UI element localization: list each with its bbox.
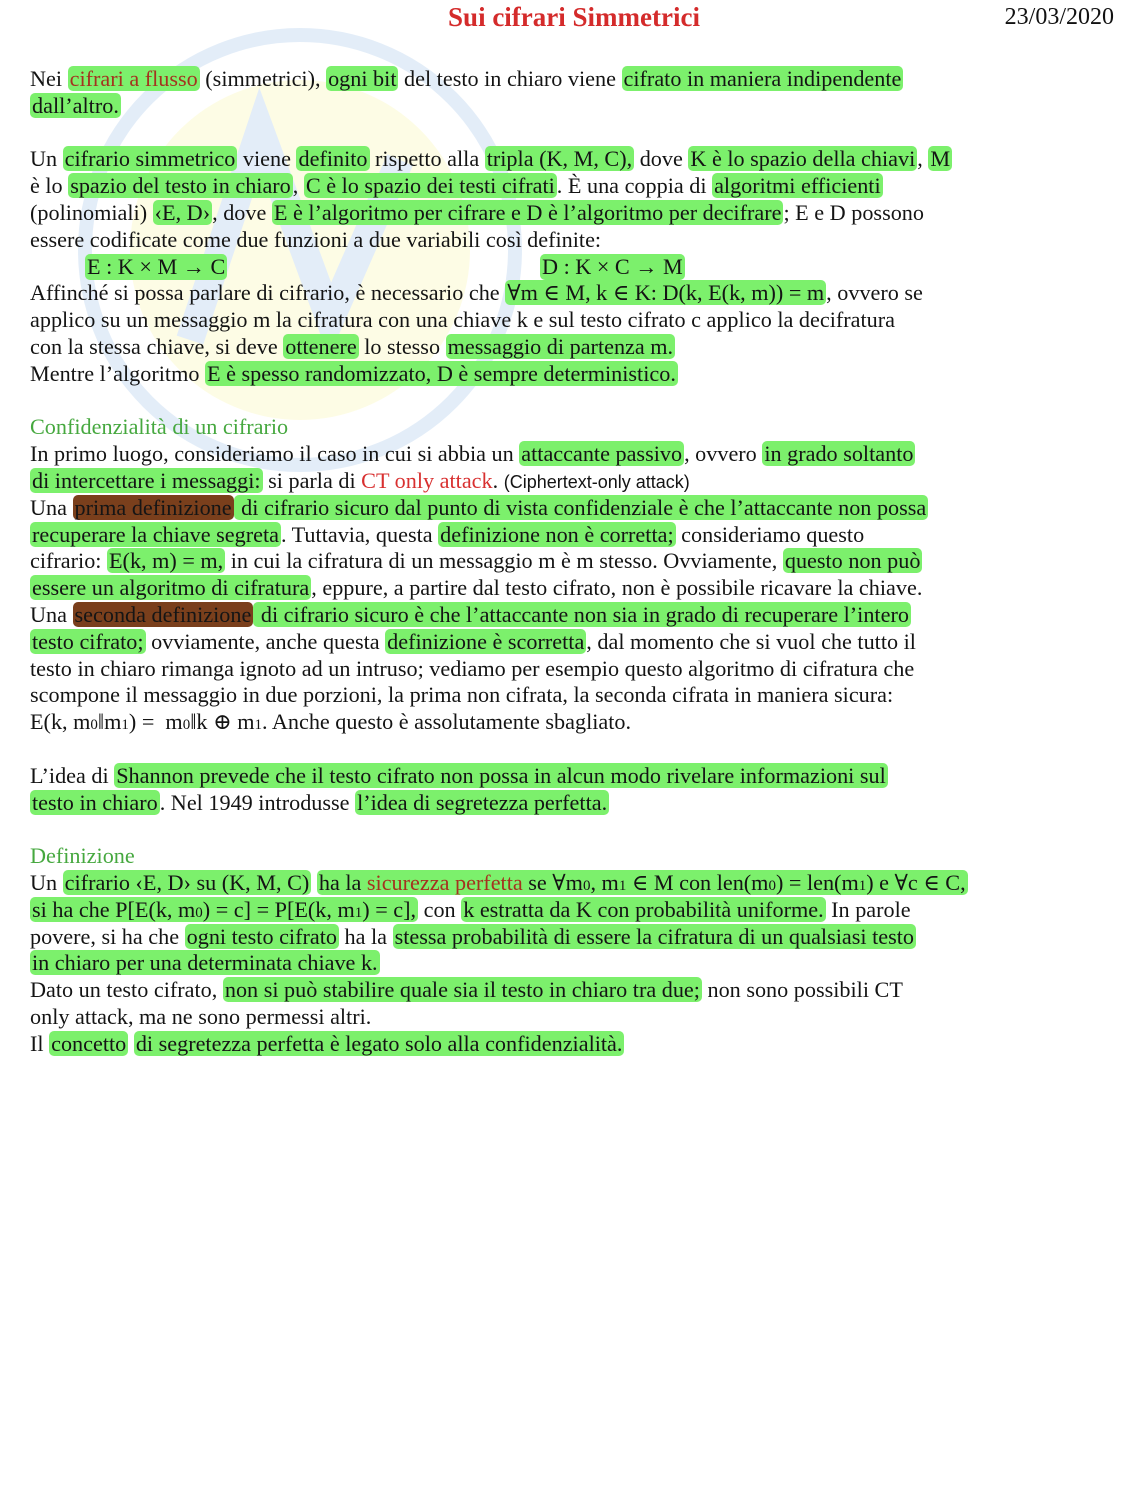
text-line: con la stessa chiave, si deve ottenere lo stesso messaggio di partenza m.	[30, 333, 674, 359]
text-line: applico su un messaggio m la cifratura con una chiave k e sul testo cifrato c applico la decifratura	[30, 307, 895, 333]
highlight: dall’altro.	[32, 92, 119, 118]
highlight: K è lo spazio della chiavi	[690, 146, 916, 172]
highlight: in chiaro per una determinata chiave k.	[32, 950, 378, 976]
document-body	[30, 66, 1116, 1057]
text-line: Affinché si possa parlare di cifrario, è necessario che ∀m ∈ M, k ∈ K: D(k, E(k, m)) = m, ovvero se	[30, 280, 923, 306]
highlight-dark: seconda definizione	[74, 601, 252, 627]
section-heading: Definizione	[30, 843, 135, 869]
highlight: in grado soltanto	[764, 441, 914, 467]
text-line: Nei cifrari a flusso (simmetrici), ogni bit del testo in chiaro viene cifrato in maniera indipendente	[30, 66, 902, 91]
highlight: ogni testo cifrato	[186, 923, 337, 949]
text-line: Mentre l’algoritmo E è spesso randomizzato, D è sempre deterministico.	[30, 360, 676, 386]
text-line: testo in chiaro rimanga ignoto ad un intruso; vediamo per esempio questo algoritmo di cifratura che	[30, 655, 915, 681]
highlight: k estratta da K con probabilità uniforme.	[463, 896, 824, 922]
highlight: cifrari a flusso	[69, 66, 198, 91]
paragraph-symmetric-cipher	[30, 146, 1116, 387]
text-line: Dato un testo cifrato, non si può stabilire quale sia il testo in chiaro tra due; non sono possibili CT	[30, 977, 903, 1003]
text-line	[30, 93, 1116, 120]
text-line: cifrario: E(k, m) = m, in cui la cifratura di un messaggio m è m stesso. Ovviamente, questo non può	[30, 548, 921, 574]
highlight: ottenere	[285, 333, 357, 359]
highlight: cifrario ‹E, D› su (K, M, C)	[64, 869, 310, 895]
highlight: stessa probabilità di essere la cifratura di un qualsiasi testo	[394, 923, 914, 949]
text-line: testo cifrato; ovviamente, anche questa definizione è scorretta, dal momento che si vuol che tutto il	[32, 628, 916, 654]
section-heading: Confidenzialità di un cifrario	[30, 414, 289, 440]
highlight: tripla (K, M, C),	[486, 146, 633, 172]
highlight: messaggio di partenza m.	[447, 333, 674, 359]
text-line: essere codificate come due funzioni a due variabili così definite:	[30, 226, 602, 252]
highlight: di cifrario sicuro dal punto di vista confidenziale è che l’attaccante non possa	[235, 494, 927, 520]
highlight: questo non può	[784, 548, 921, 574]
text-line: povere, si ha che ogni testo cifrato ha la stessa probabilità di essere la cifratura di un qualsiasi testo	[30, 923, 914, 949]
highlight: E è spesso randomizzato, D è sempre deterministico.	[207, 360, 676, 386]
section-confidentiality	[30, 414, 1116, 736]
text-line: di intercettare i messaggi: si parla di CT only attack. (Ciphertext-only attack)	[32, 467, 690, 493]
highlight: testo in chiaro	[32, 789, 158, 815]
highlight: ogni bit	[328, 66, 397, 91]
text-line: testo in chiaro. Nel 1949 introdusse l’idea di segretezza perfetta.	[32, 789, 608, 815]
paragraph-stream-ciphers	[30, 66, 1116, 120]
text-line: è lo spazio del testo in chiaro, C è lo spazio dei testi cifrati. È una coppia di algoritmi efficienti	[30, 173, 881, 199]
highlight: definizione è scorretta	[387, 628, 585, 654]
highlight: M	[930, 146, 951, 172]
highlight: definizione non è corretta;	[440, 521, 674, 547]
highlight: di segretezza perfetta è legato solo alla confidenzialità.	[135, 1030, 623, 1056]
highlight: E è l’algoritmo per cifrare e D è l’algoritmo per decifrare	[273, 199, 782, 225]
highlight: recuperare la chiave segreta	[32, 521, 279, 547]
text-line: Una seconda definizione di cifrario sicuro è che l’attaccante non sia in grado di recuperare l’intero	[30, 601, 909, 627]
page-date: 23/03/2020	[1004, 4, 1114, 30]
highlight: ‹E, D›	[154, 199, 211, 225]
highlight: algoritmi efficienti	[714, 173, 881, 199]
text-line: Il concetto di segretezza perfetta è legato solo alla confidenzialità.	[30, 1030, 623, 1056]
text-line: recuperare la chiave segreta. Tuttavia, questa definizione non è corretta; consideriamo questo	[32, 521, 865, 547]
highlight: C è lo spazio dei testi cifrati	[305, 173, 555, 199]
text-line: L’idea di Shannon prevede che il testo cifrato non possa in alcun modo rivelare informazioni sul	[30, 762, 886, 788]
highlight: cifrato in maniera indipendente	[623, 66, 902, 91]
text-line: essere un algoritmo di cifratura, eppure, a partire dal testo cifrato, non è possibile ricavare la chiave.	[32, 575, 923, 601]
formula-row	[30, 254, 1116, 281]
highlight-dark: prima definizione	[74, 494, 232, 520]
text-line	[30, 950, 1116, 977]
highlight: si ha che P[E(k, m0) = c] = P[E(k, m1) = c],	[32, 896, 417, 922]
text-line: Una prima definizione di cifrario sicuro dal punto di vista confidenziale è che l’attaccante non possa	[30, 494, 927, 520]
paragraph-shannon	[30, 763, 1116, 817]
text-line: E(k, m0‖m1) = m0‖k ⊕ m1. Anche questo è assolutamente sbagliato.	[30, 709, 632, 735]
highlight: concetto	[51, 1030, 127, 1056]
highlight: l’idea di segretezza perfetta.	[357, 789, 608, 815]
highlight: cifrario simmetrico	[64, 146, 236, 172]
highlight: spazio del testo in chiaro	[70, 173, 291, 199]
highlight: testo cifrato;	[32, 628, 144, 654]
highlight: ha la sicurezza perfetta se ∀m0, m1 ∈ M con len(m0) = len(m1) e ∀c ∈ C,	[318, 869, 966, 895]
highlight: essere un algoritmo di cifratura	[32, 575, 310, 601]
highlight: di intercettare i messaggi:	[32, 467, 261, 493]
text-line: In primo luogo, consideriamo il caso in cui si abbia un attaccante passivo, ovvero in grado soltanto	[30, 441, 914, 467]
highlight: di cifrario sicuro è che l’attaccante non sia in grado di recuperare l’intero	[255, 601, 909, 627]
formula-encrypt: E : K × M → C	[87, 253, 226, 279]
highlight: ∀m ∈ M, k ∈ K: D(k, E(k, m)) = m	[507, 280, 825, 306]
section-definition	[30, 843, 1116, 1057]
text-line: only attack, ma ne sono permessi altri.	[30, 1003, 372, 1029]
text-line: Un cifrario ‹E, D› su (K, M, C) ha la sicurezza perfetta se ∀m0, m1 ∈ M con len(m0) = len(m1) e ∀c ∈ C,	[30, 869, 966, 895]
text-line: scompone il messaggio in due porzioni, la prima non cifrata, la seconda cifrata in maniera sicura:	[30, 682, 894, 708]
highlight: definito	[298, 146, 368, 172]
highlight: attaccante passivo	[521, 441, 683, 467]
text-line: (polinomiali) ‹E, D›, dove E è l’algoritmo per cifrare e D è l’algoritmo per decifrare; E e D possono	[30, 199, 924, 225]
text-line: si ha che P[E(k, m0) = c] = P[E(k, m1) = c], con k estratta da K con probabilità uniforme. In parole	[32, 896, 911, 922]
text-line: Un cifrario simmetrico viene definito rispetto alla tripla (K, M, C), dove K è lo spazio della chiavi, M	[30, 146, 951, 172]
highlight: E(k, m) = m,	[109, 548, 224, 574]
highlight: non si può stabilire quale sia il testo in chiaro tra due;	[224, 977, 700, 1003]
formula-decrypt: D : K × C → M	[542, 253, 683, 279]
page-title: Sui cifrari Simmetrici	[448, 2, 700, 32]
highlight: Shannon prevede che il testo cifrato non possa in alcun modo rivelare informazioni sul	[116, 762, 886, 788]
